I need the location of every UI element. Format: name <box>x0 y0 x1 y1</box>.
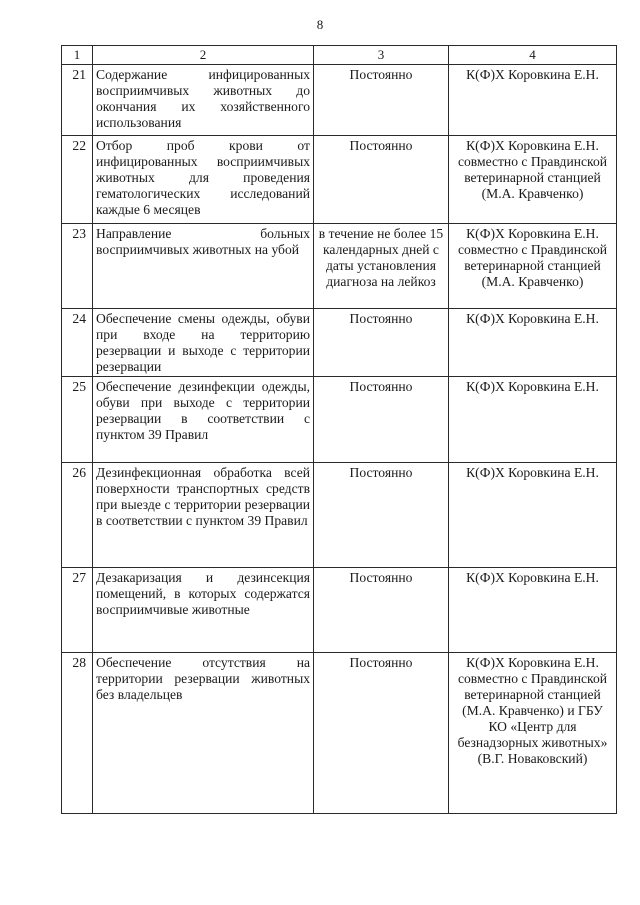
table-row <box>62 224 617 309</box>
term-cell: Постоянно <box>314 377 449 463</box>
measure-cell: Обеспечение смены одежды, обуви при входе на территорию резервации и выходе с территории резервации <box>93 309 314 377</box>
table-row <box>62 653 617 814</box>
measures-table <box>61 45 617 814</box>
measure-cell: Направление больных восприимчивых животных на убой <box>93 224 314 309</box>
responsible-cell: К(Ф)Х Коровкина Е.Н. <box>449 65 617 136</box>
row-number: 27 <box>62 568 93 653</box>
table-row <box>62 136 617 224</box>
responsible-cell: К(Ф)Х Коровкина Е.Н. <box>449 568 617 653</box>
measure-cell: Обеспечение дезинфекции одежды, обуви при выходе с территории резервации в соответствии с пунктом 39 Правил <box>93 377 314 463</box>
responsible-cell: К(Ф)Х Коровкина Е.Н. <box>449 463 617 568</box>
term-cell: Постоянно <box>314 568 449 653</box>
table-row <box>62 309 617 377</box>
row-number: 25 <box>62 377 93 463</box>
row-number: 21 <box>62 65 93 136</box>
measure-cell: Отбор проб крови от инфицированных восприимчивых животных для проведения гематологических исследований каждые 6 месяцев <box>93 136 314 224</box>
row-number: 23 <box>62 224 93 309</box>
term-cell: в течение не более 15 календарных дней с даты установления диагноза на лейкоз <box>314 224 449 309</box>
measure-cell: Дезакаризация и дезинсекция помещений, в которых содержатся восприимчивые животные <box>93 568 314 653</box>
table-row <box>62 377 617 463</box>
table-row <box>62 463 617 568</box>
responsible-cell: К(Ф)Х Коровкина Е.Н. <box>449 377 617 463</box>
page-number: 8 <box>316 17 324 32</box>
table-header-row <box>62 46 617 65</box>
responsible-cell: К(Ф)Х Коровкина Е.Н. совместно с Правдинской ветеринарной станцией (М.А. Кравченко) <box>449 224 617 309</box>
table-row <box>62 568 617 653</box>
term-cell: Постоянно <box>314 463 449 568</box>
column-header-term: 3 <box>314 46 449 65</box>
responsible-cell: К(Ф)Х Коровкина Е.Н. <box>449 309 617 377</box>
term-cell: Постоянно <box>314 65 449 136</box>
responsible-cell: К(Ф)Х Коровкина Е.Н. совместно с Правдинской ветеринарной станцией (М.А. Кравченко) и ГБУ КО «Центр для безнадзорных животных» (В.Г. Новаковский) <box>449 653 617 814</box>
column-header-number: 1 <box>62 46 93 65</box>
row-number: 22 <box>62 136 93 224</box>
measure-cell: Дезинфекционная обработка всей поверхности транспортных средств при выезде с территории резервации в соответствии с пунктом 39 Правил <box>93 463 314 568</box>
term-cell: Постоянно <box>314 653 449 814</box>
column-header-measure: 2 <box>93 46 314 65</box>
table-row <box>62 65 617 136</box>
measure-cell: Содержание инфицированных восприимчивых животных до окончания их хозяйственного использования <box>93 65 314 136</box>
term-cell: Постоянно <box>314 136 449 224</box>
measure-cell: Обеспечение отсутствия на территории резервации животных без владельцев <box>93 653 314 814</box>
responsible-cell: К(Ф)Х Коровкина Е.Н. совместно с Правдинской ветеринарной станцией (М.А. Кравченко) <box>449 136 617 224</box>
column-header-responsible: 4 <box>449 46 617 65</box>
row-number: 24 <box>62 309 93 377</box>
term-cell: Постоянно <box>314 309 449 377</box>
row-number: 26 <box>62 463 93 568</box>
row-number: 28 <box>62 653 93 814</box>
